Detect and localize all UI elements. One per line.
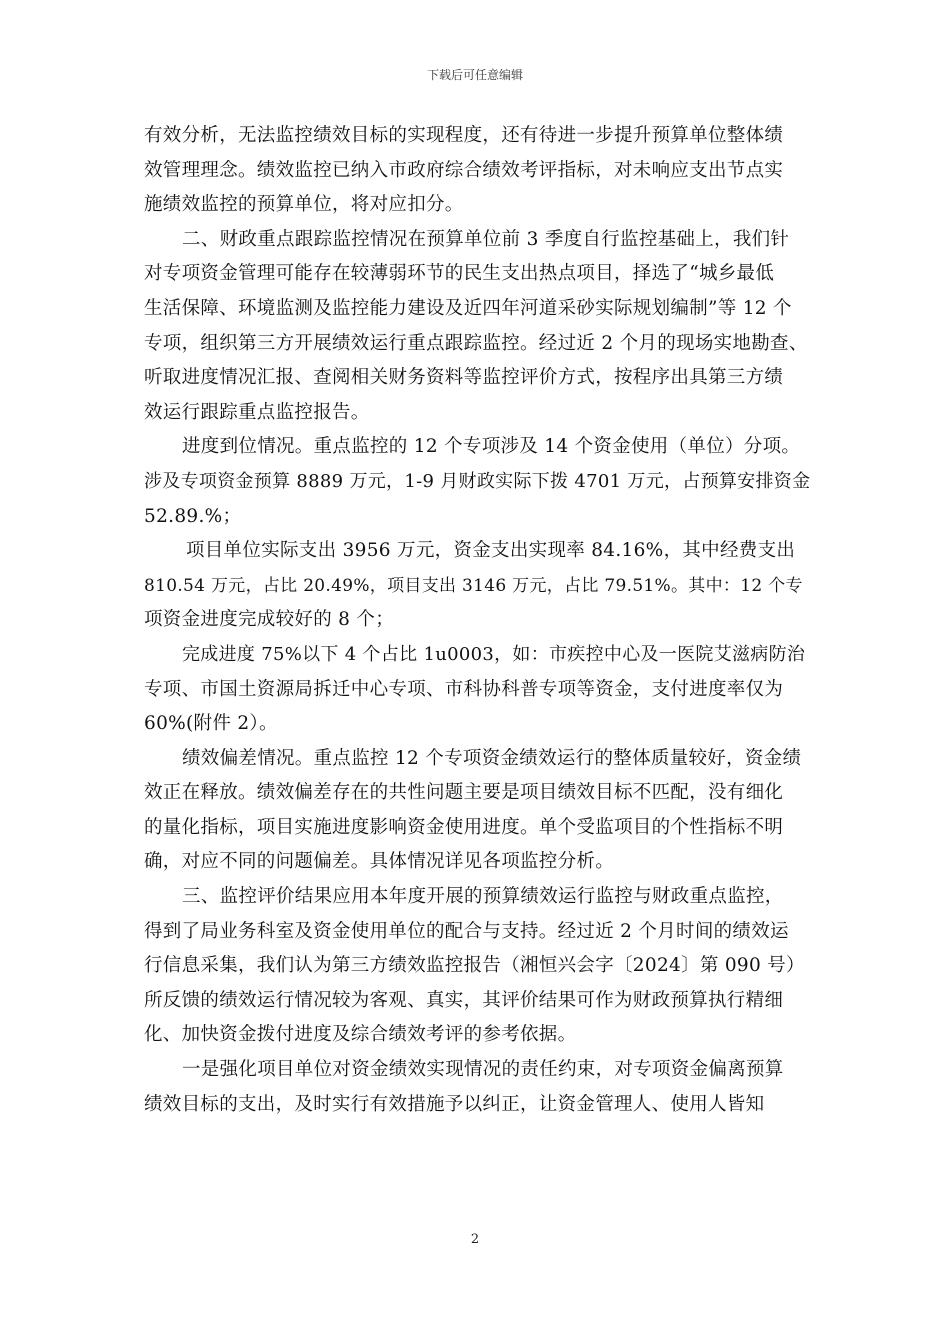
text-line: 对专项资金管理可能存在较薄弱环节的民生支出热点项目，择选了“城乡最低 — [144, 263, 775, 285]
text-line: 所反馈的绩效运行情况较为客观、真实，其评价结果可作为财政预算执行精细 — [144, 989, 784, 1011]
text-line: 60%(附件 2）。 — [144, 713, 278, 735]
text-line: 专项、市国土资源局拆迁中心专项、市科协科普专项等资金，支付进度率仅为 — [144, 678, 784, 700]
text-line: 二、财政重点跟踪监控情况在预算单位前 3 季度自行监控基础上，我们针 — [182, 228, 790, 250]
document-body — [144, 119, 810, 1122]
text-line: 效管理理念。绩效监控已纳入市政府综合绩效考评指标，对未响应支出节点实 — [144, 159, 784, 181]
text-line: 化、加快资金拨付进度及综合绩效考评的参考依据。 — [144, 1024, 577, 1046]
text-line: 810.54 万元，占比 20.49%，项目支出 3146 万元，占比 79.51%。其中：12 个专 — [144, 575, 803, 596]
page-header: 下载后可任意编辑 — [426, 68, 523, 82]
text-line: 的量化指标，项目实施进度影响资金使用进度。单个受监项目的个性指标不明 — [144, 816, 784, 838]
text-line: 项资金进度完成较好的 8 个； — [144, 609, 395, 631]
text-line: 一是强化项目单位对资金绩效实现情况的责任约束，对专项资金偏离预算 — [182, 1059, 784, 1081]
text-line: 三、监控评价结果应用本年度开展的预算绩效运行监控与财政重点监控， — [182, 886, 784, 908]
text-line: 进度到位情况。重点监控的 12 个专项涉及 14 个资金使用（单位）分项。 — [182, 436, 801, 458]
text-line: 听取进度情况汇报、查阅相关财务资料等监控评价方式，按程序出具第三方绩 — [144, 367, 784, 389]
text-line: 效正在释放。绩效偏差存在的共性问题主要是项目绩效目标不匹配，没有细化 — [144, 782, 784, 804]
page-number: 2 — [470, 1232, 480, 1247]
text-line: 得到了局业务科室及资金使用单位的配合与支持。经过近 2 个月时间的绩效运 — [144, 920, 789, 942]
text-line: 专项，组织第三方开展绩效运行重点跟踪监控。经过近 2 个月的现场实地勘查、 — [144, 332, 808, 354]
text-line: 项目单位实际支出 3956 万元，资金支出实现率 84.16%，其中经费支出 — [186, 540, 796, 562]
text-line: 有效分析，无法监控绩效目标的实现程度，还有待进一步提升预算单位整体绩 — [144, 125, 784, 146]
text-line: 效运行跟踪重点监控报告。 — [144, 401, 370, 423]
text-line: 绩效偏差情况。重点监控 12 个专项资金绩效运行的整体质量较好，资金绩 — [182, 747, 802, 769]
text-line: 绩效目标的支出，及时实行有效措施予以纠正，让资金管理人、使用人皆知 — [144, 1093, 765, 1115]
text-line: 52.89.%； — [144, 505, 242, 527]
text-line: 生活保障、环境监测及监控能力建设及近四年河道采砂实际规划编制”等 12 个 — [144, 297, 792, 319]
text-line: 确，对应不同的问题偏差。具体情况详见各项监控分析。 — [144, 851, 615, 873]
text-line: 完成进度 75%以下 4 个占比 1u0003，如：市疾控中心及一医院艾滋病防治 — [182, 643, 806, 665]
text-line: 行信息采集，我们认为第三方绩效监控报告（湘恒兴会字〔2024〕第 090 号） — [144, 955, 805, 977]
text-line: 涉及专项资金预算 8889 万元，1-9 月财政实际下拨 4701 万元，占预算安排资金 — [144, 470, 811, 492]
text-line: 施绩效监控的预算单位，将对应扣分。 — [144, 194, 464, 216]
